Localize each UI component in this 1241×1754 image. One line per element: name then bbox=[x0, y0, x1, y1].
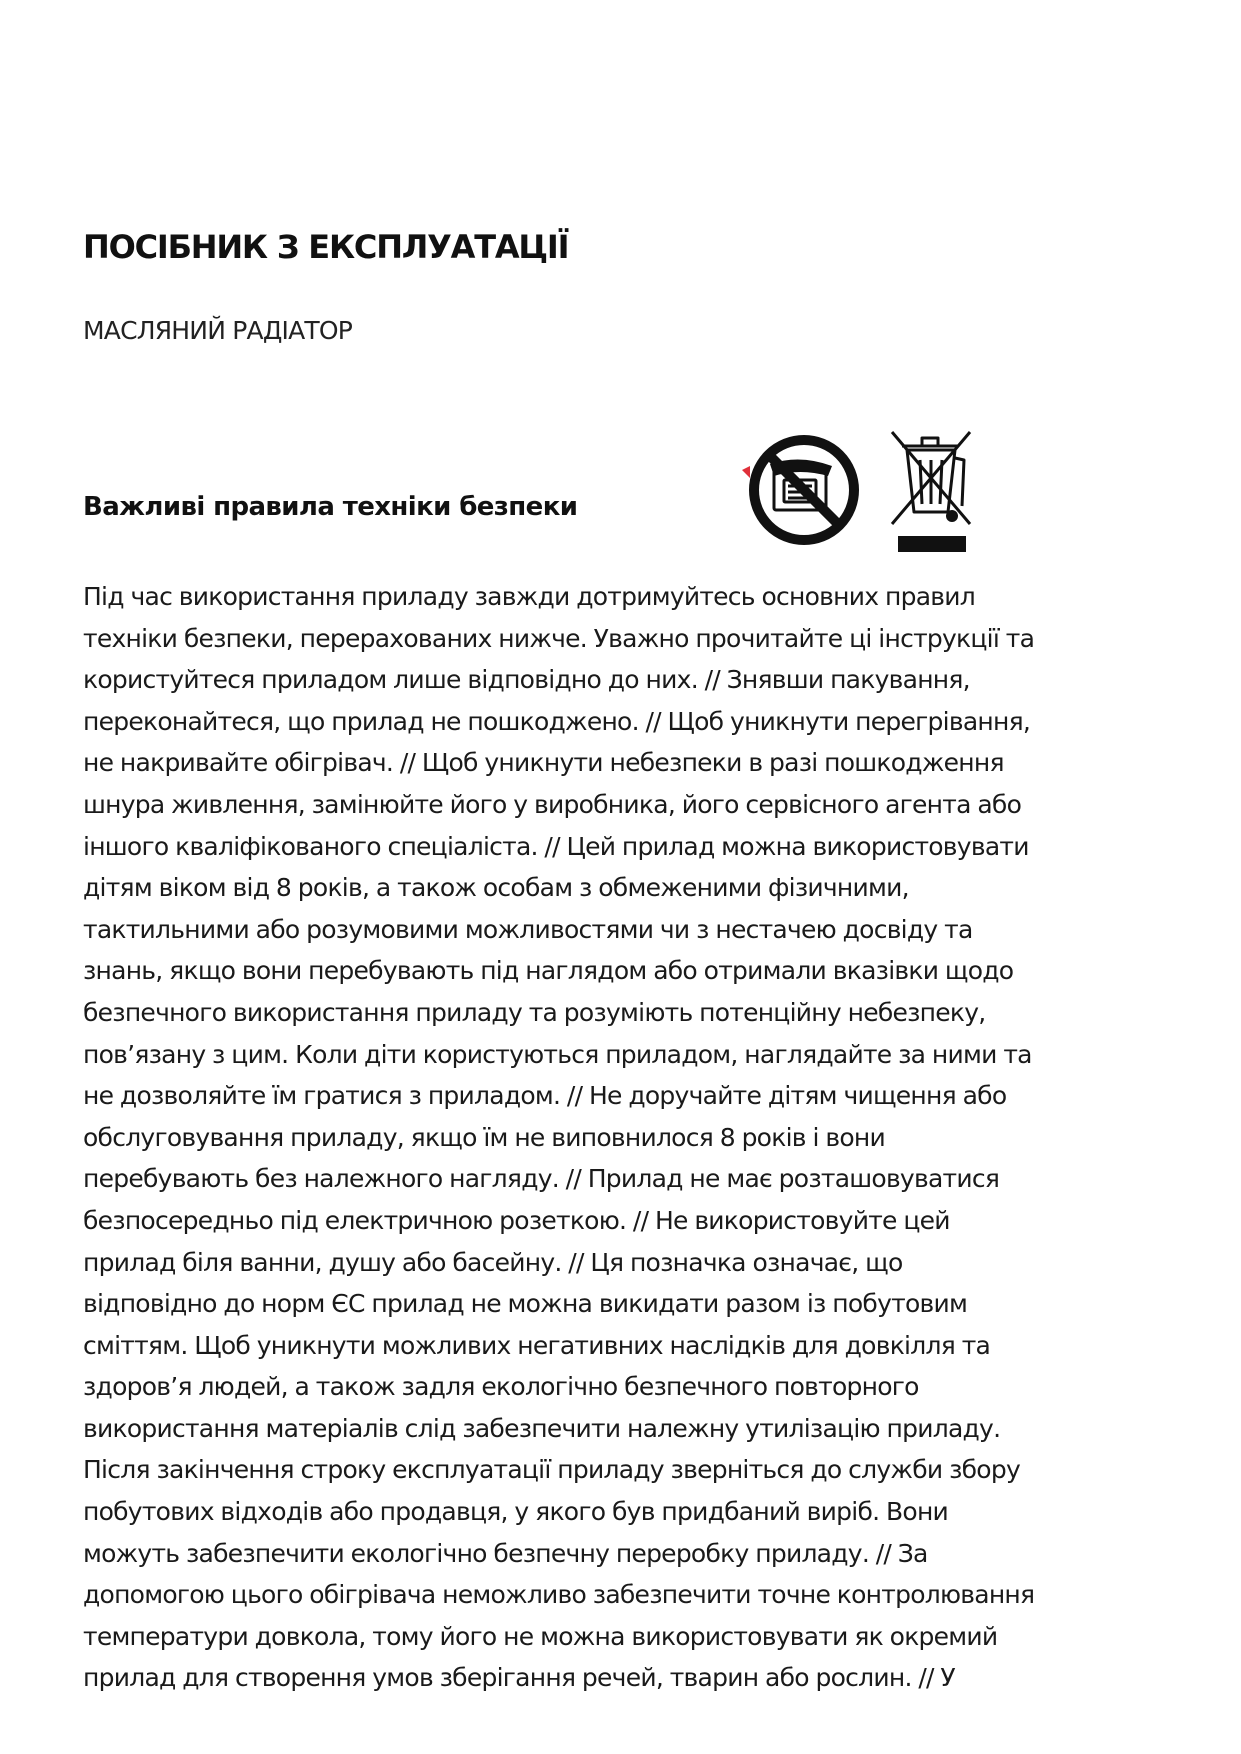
weee-crossed-bin-icon bbox=[880, 424, 980, 556]
document-subtitle: МАСЛЯНИЙ РАДІАТОР bbox=[83, 316, 353, 345]
safety-body-text bbox=[83, 576, 1193, 1699]
section-heading-safety: Важливі правила техніки безпеки bbox=[83, 492, 578, 522]
body-text-line: температури довкола, тому його не можна використовувати як окремий bbox=[83, 1621, 998, 1651]
body-text-line: техніки безпеки, перерахованих нижче. Уважно прочитайте ці інструкції та bbox=[83, 623, 1035, 653]
body-text-line: пов’язану з цим. Коли діти користуються приладом, наглядайте за ними та bbox=[83, 1039, 1032, 1069]
body-text-line: використання матеріалів слід забезпечити належну утилізацію приладу. bbox=[83, 1413, 1001, 1443]
body-text-line: відповідно до норм ЄС прилад не можна викидати разом із побутовим bbox=[83, 1289, 968, 1319]
body-text-line: прилад для створення умов зберігання речей, тварин або рослин. // У bbox=[83, 1663, 955, 1693]
body-text-line: побутових відходів або продавця, у якого був придбаний виріб. Вони bbox=[83, 1497, 949, 1527]
body-text-line: знань, якщо вони перебувають під наглядом або отримали вказівки щодо bbox=[83, 956, 1014, 986]
body-text-line: не дозволяйте їм гратися з приладом. // Не доручайте дітям чищення або bbox=[83, 1081, 1007, 1111]
body-text-line: Після закінчення строку експлуатації приладу зверніться до служби збору bbox=[83, 1455, 1020, 1485]
do-not-cover-icon bbox=[736, 430, 866, 550]
body-text-line: тактильними або розумовими можливостями чи з нестачею досвіду та bbox=[83, 914, 973, 944]
body-text-line: не накривайте обігрівач. // Щоб уникнути небезпеки в разі пошкодження bbox=[83, 748, 1004, 778]
body-text-line: Під час використання приладу завжди дотримуйтесь основних правил bbox=[83, 582, 975, 611]
body-text-line: безпосередньо під електричною розеткою. // Не використовуйте цей bbox=[83, 1205, 950, 1235]
body-text-line: здоров’я людей, а також задля екологічно безпечного повторного bbox=[83, 1372, 919, 1402]
body-text-line: сміттям. Щоб уникнути можливих негативних наслідків для довкілля та bbox=[83, 1330, 991, 1360]
body-text-line: можуть забезпечити екологічно безпечну переробку приладу. // За bbox=[83, 1538, 928, 1568]
body-text-line: переконайтеся, що прилад не пошкоджено. // Щоб уникнути перегрівання, bbox=[83, 706, 1031, 736]
body-text-line: прилад біля ванни, душу або басейну. // Ця позначка означає, що bbox=[83, 1247, 903, 1277]
body-text-line: обслуговування приладу, якщо їм не виповнилося 8 років і вони bbox=[83, 1122, 885, 1152]
body-text-line: шнура живлення, замінюйте його у виробника, його сервісного агента або bbox=[83, 789, 1022, 819]
body-text-line: безпечного використання приладу та розуміють потенційну небезпеку, bbox=[83, 997, 986, 1027]
body-text-line: допомогою цього обігрівача неможливо забезпечити точне контролювання bbox=[83, 1580, 1035, 1610]
body-text-line: дітям віком від 8 років, а також особам з обмеженими фізичними, bbox=[83, 873, 909, 903]
body-text-line: перебувають без належного нагляду. // Прилад не має розташовуватися bbox=[83, 1164, 1000, 1194]
body-text-line: іншого кваліфікованого спеціаліста. // Цей прилад можна використовувати bbox=[83, 831, 1029, 861]
document-title: ПОСІБНИК З ЕКСПЛУАТАЦІЇ bbox=[83, 228, 569, 266]
body-text-line: користуйтеся приладом лише відповідно до них. // Знявши пакування, bbox=[83, 665, 970, 695]
